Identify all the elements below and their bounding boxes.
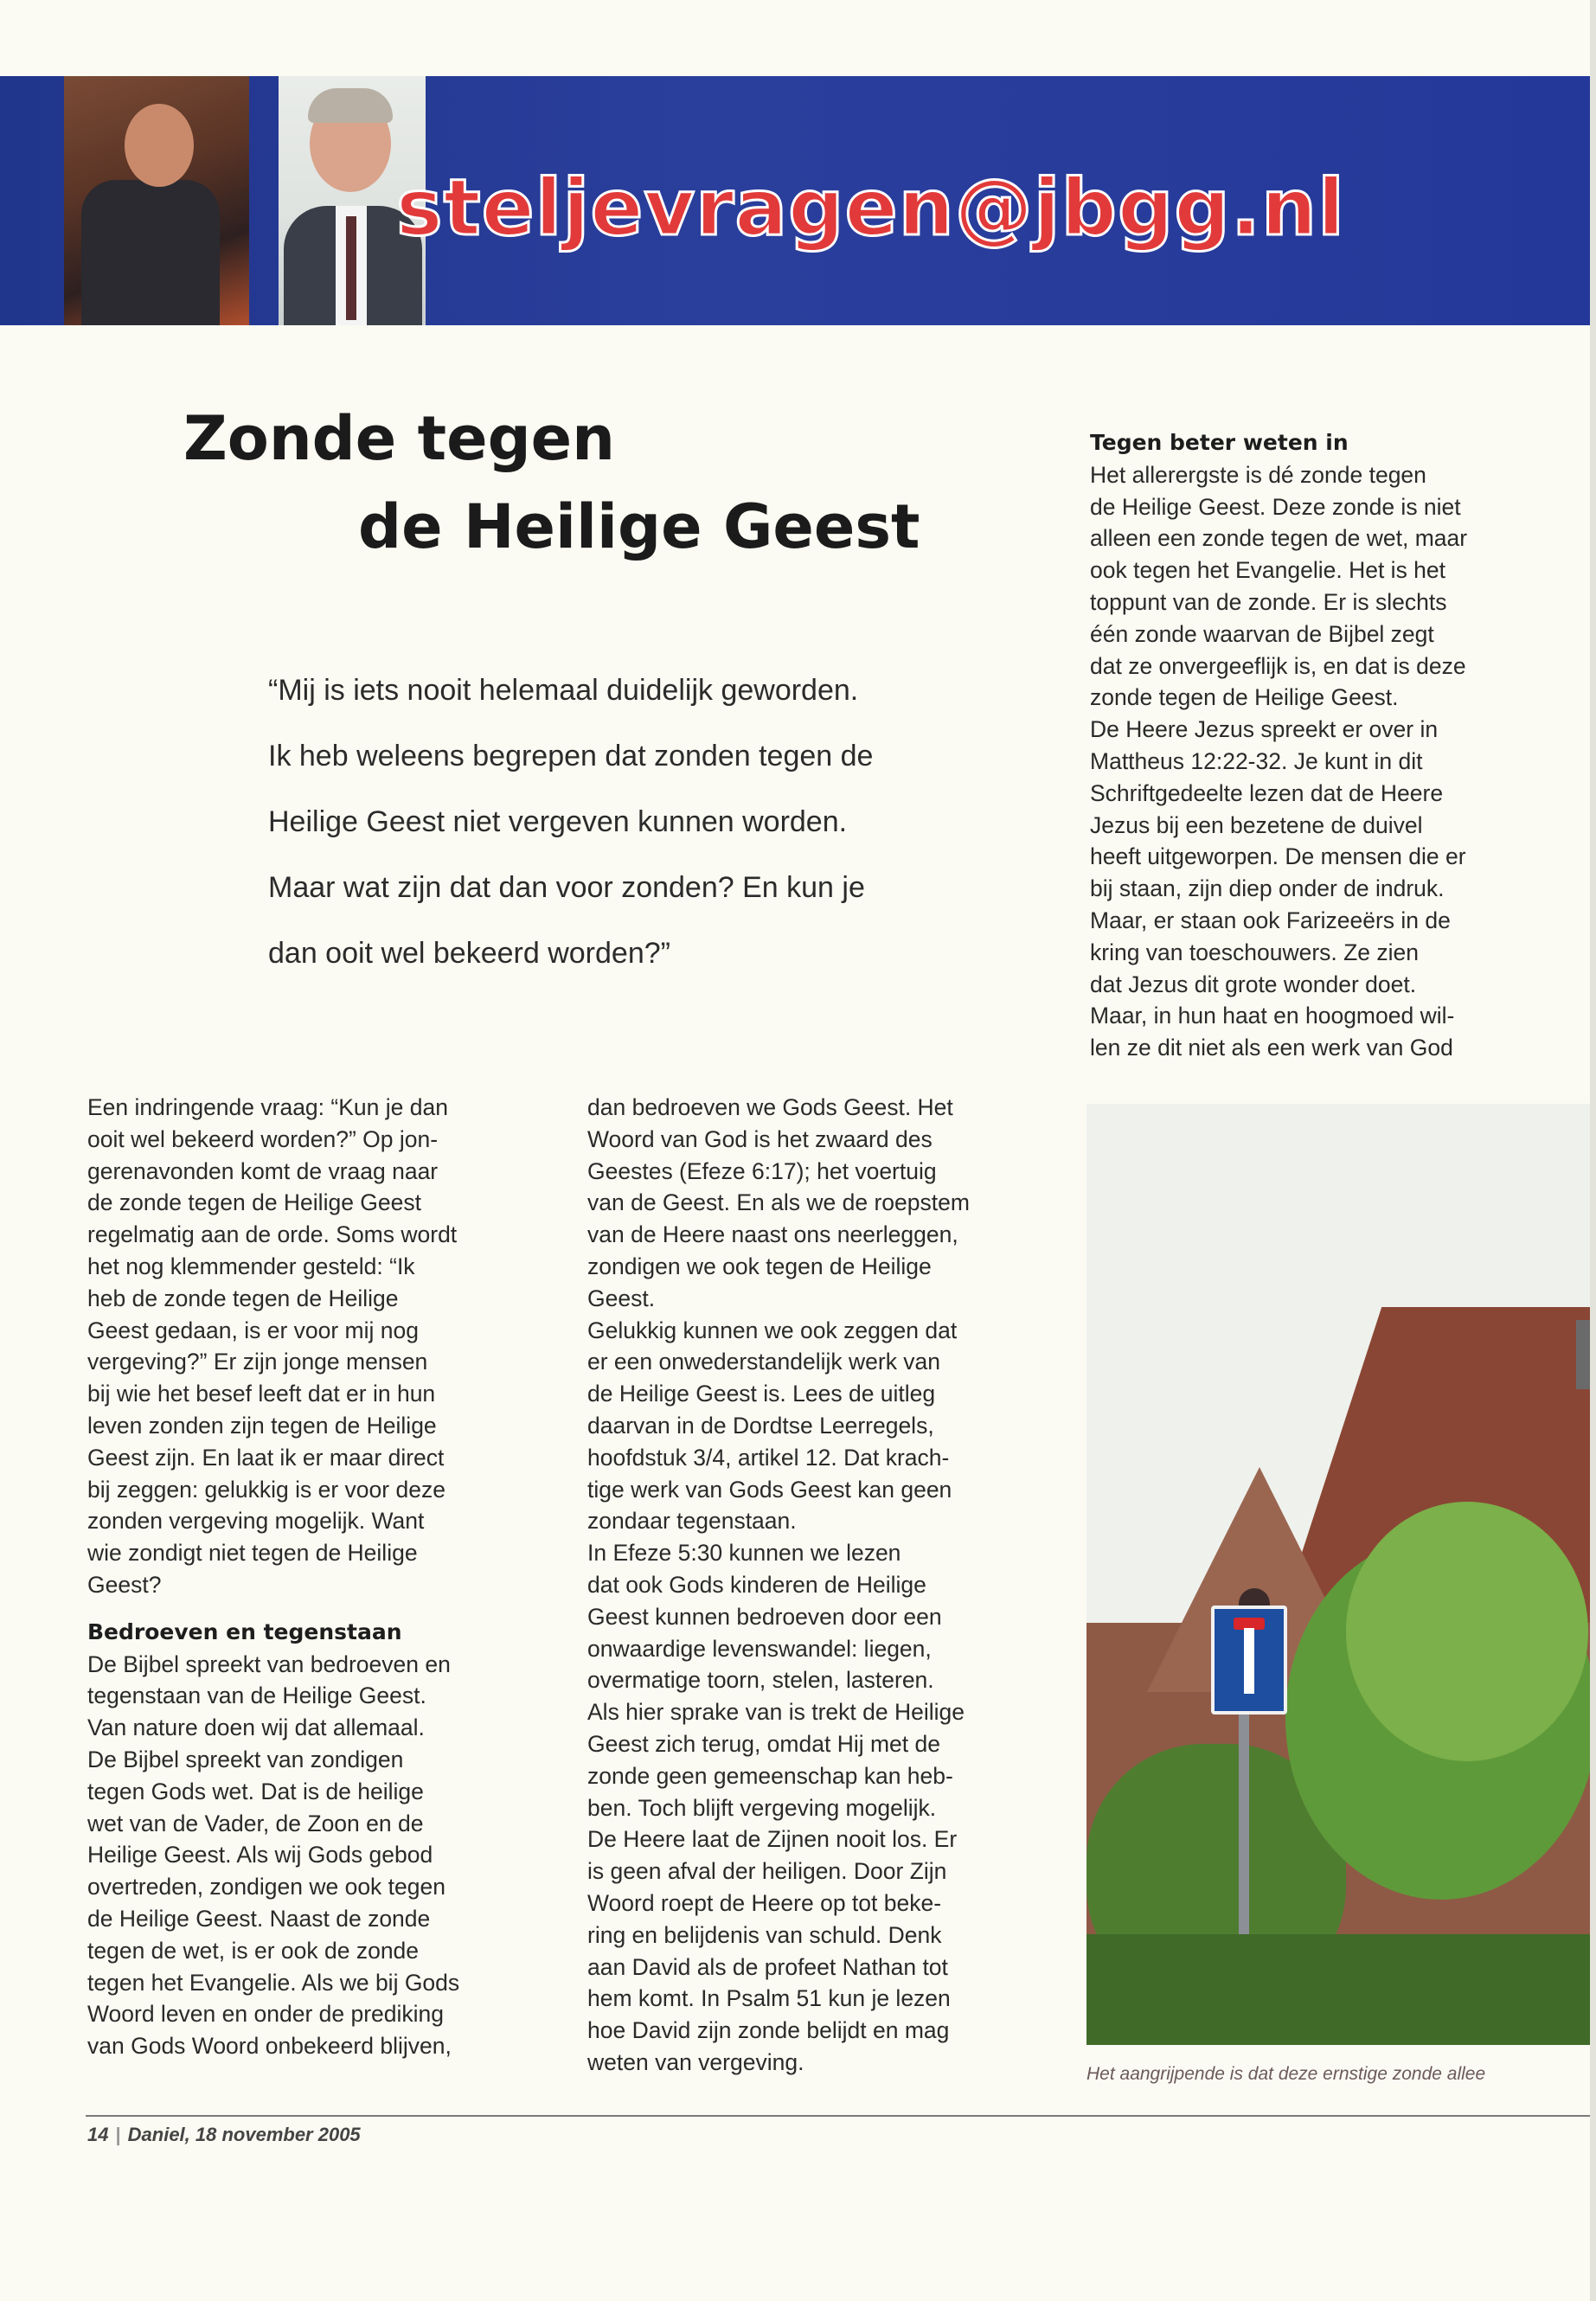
text-line: Jezus bij een bezetene de duivel	[1090, 811, 1423, 838]
text-line: wet van de Vader, de Zoon en de	[87, 1810, 424, 1836]
text-line: zondigen we ook tegen de Heilige	[587, 1253, 932, 1279]
text-line: De Heere laat de Zijnen nooit los. Er	[587, 1826, 958, 1853]
text-line: In Efeze 5:30 kunnen we lezen	[587, 1540, 901, 1567]
paragraph-gap	[87, 1601, 537, 1617]
text-line: van Gods Woord onbekeerd blijven,	[87, 2033, 452, 2060]
portrait-hair	[308, 88, 393, 123]
text-line: zondaar tegenstaan.	[587, 1508, 797, 1535]
speaker-body	[81, 180, 220, 325]
text-line: Een indringende vraag: “Kun je dan	[87, 1094, 448, 1120]
text-line: zonde geen gemeenschap kan heb-	[587, 1762, 953, 1789]
text-line: dat ook Gods kinderen de Heilige	[587, 1571, 926, 1598]
subheading-tegen-beter-weten: Tegen beter weten in	[1090, 430, 1349, 455]
article-column-3	[1090, 427, 1557, 1064]
intro-line: Ik heb weleens begrepen dat zonden tegen de	[268, 740, 874, 772]
text-line: overmatige toorn, stelen, lasteren.	[587, 1667, 934, 1694]
text-line: hem komt. In Psalm 51 kun je lezen	[587, 1985, 951, 2012]
text-line: overtreden, zondigen we ook tegen	[87, 1874, 445, 1900]
text-line: daarvan in de Dordtse Leerregels,	[587, 1412, 934, 1439]
photo-caption: Het aangrijpende is dat deze ernstige zonde allee	[1086, 2064, 1486, 2084]
text-line: Van nature doen wij dat allemaal.	[87, 1715, 425, 1741]
intro-question	[268, 657, 995, 986]
text-line: bij wie het besef leeft dat er in hun	[87, 1381, 436, 1407]
text-line: Woord roept de Heere op tot beke-	[587, 1889, 942, 1916]
tree-highlight	[1346, 1502, 1588, 1761]
text-line: dan bedroeven we Gods Geest. Het	[587, 1094, 953, 1120]
text-line: leven zonden zijn tegen de Heilige	[87, 1412, 437, 1439]
text-line: Heilige Geest. Als wij Gods gebod	[87, 1842, 433, 1868]
text-line: kring van toeschouwers. Ze zien	[1090, 939, 1420, 965]
text-line: het nog klemmender gesteld: “Ik	[87, 1253, 415, 1279]
text-line: vergeving?” Er zijn jonge mensen	[87, 1349, 428, 1375]
text-line: Woord van God is het zwaard des	[587, 1125, 933, 1152]
text-line: van de Heere naast ons neerleggen,	[587, 1221, 958, 1248]
text-line: ooit wel bekeerd worden?” Op jon-	[87, 1125, 439, 1152]
text-line: bij zeggen: gelukkig is er voor deze	[87, 1476, 445, 1503]
text-line: er een onwederstandelijk werk van	[587, 1349, 941, 1375]
article-title-line2: de Heilige Geest	[358, 491, 920, 562]
text-line: Geestes (Efeze 6:17); het voertuig	[587, 1157, 937, 1184]
text-line: weten van vergeving.	[587, 2048, 804, 2075]
intro-line: Maar wat zijn dat dan voor zonden? En kun je	[268, 871, 865, 904]
text-line: Schriftgedeelte lezen dat de Heere	[1090, 779, 1444, 806]
text-line: ben. Toch blijft vergeving mogelijk.	[587, 1794, 937, 1821]
text-line: onwaardige levenswandel: liegen,	[587, 1635, 932, 1662]
text-line: regelmatig aan de orde. Soms wordt	[87, 1221, 458, 1248]
article-column-1	[87, 1092, 537, 2062]
header-email: steljevragen@jbgg.nl	[396, 163, 1345, 253]
text-line: Geest zich terug, omdat Hij met de	[587, 1730, 940, 1757]
subheading-bedroeven: Bedroeven en tegenstaan	[87, 1618, 402, 1644]
text-line: Woord leven en onder de prediking	[87, 2001, 445, 2028]
article-column-2	[587, 1092, 1054, 2079]
text-line: van de Geest. En als we de roepstem	[587, 1189, 970, 1216]
text-line: heeft uitgeworpen. De mensen die er	[1090, 843, 1466, 870]
text-line: ook tegen het Evangelie. Het is het	[1090, 557, 1446, 584]
intro-line: “Mij is iets nooit helemaal duidelijk geworden.	[268, 674, 859, 707]
text-line: Als hier sprake van is trekt de Heilige	[587, 1699, 965, 1726]
text-line: Gelukkig kunnen we ook zeggen dat	[587, 1317, 958, 1343]
publication-info: Daniel, 18 november 2005	[127, 2124, 361, 2145]
text-line: De Bijbel spreekt van bedroeven en	[87, 1650, 451, 1677]
text-line: heb de zonde tegen de Heilige	[87, 1285, 399, 1311]
speaker-head	[125, 104, 194, 187]
text-line: Geest zijn. En laat ik er maar direct	[87, 1444, 445, 1471]
portrait-tie	[346, 216, 356, 320]
sign-white-bar	[1244, 1628, 1254, 1694]
header-photo-speaker	[64, 76, 249, 325]
text-line: hoofdstuk 3/4, artikel 12. Dat krach-	[587, 1444, 950, 1471]
text-line: Maar, er staan ook Farizeeërs in de	[1090, 907, 1451, 933]
text-line: tegen het Evangelie. Als we bij Gods	[87, 1969, 460, 1996]
text-line: Geest gedaan, is er voor mij nog	[87, 1317, 419, 1343]
text-line: Maar, in hun haat en hoogmoed wil-	[1090, 1003, 1455, 1029]
intro-line: Heilige Geest niet vergeven kunnen worden.	[268, 805, 848, 838]
text-line: Geest?	[87, 1571, 162, 1598]
text-line: len ze dit niet als een werk van God	[1090, 1035, 1453, 1061]
text-line: toppunt van de zonde. Er is slechts	[1090, 588, 1447, 615]
footer-rule	[86, 2115, 1596, 2117]
page-number: 14	[87, 2124, 109, 2145]
hedge	[1086, 1934, 1596, 2045]
text-line: wie zondigt niet tegen de Heilige	[87, 1540, 418, 1567]
text-line: de Heilige Geest. Naast de zonde	[87, 1905, 431, 1932]
text-line: is geen afval der heiligen. Door Zijn	[587, 1858, 947, 1885]
intro-line: dan ooit wel bekeerd worden?”	[268, 937, 670, 970]
text-line: hoe David zijn zonde belijdt en mag	[587, 2017, 950, 2044]
text-line: dat Jezus dit grote wonder doet.	[1090, 971, 1417, 997]
text-line: aan David als de profeet Nathan tot	[587, 1953, 948, 1980]
text-line: bij staan, zijn diep onder de indruk.	[1090, 875, 1445, 902]
text-line: tegenstaan van de Heilige Geest.	[87, 1682, 426, 1709]
text-line: de Heilige Geest is. Lees de uitleg	[587, 1381, 936, 1407]
text-line: Geest.	[587, 1285, 656, 1311]
text-line: ring en belijdenis van schuld. Denk	[587, 1921, 942, 1948]
article-title-line1: Zonde tegen	[183, 403, 615, 474]
text-line: dat ze onvergeeflijk is, en dat is deze	[1090, 652, 1466, 679]
text-line: de Heilige Geest. Deze zonde is niet	[1090, 493, 1461, 520]
footer-separator: |	[115, 2124, 121, 2145]
page-edge	[1590, 0, 1596, 2301]
text-line: één zonde waarvan de Bijbel zegt	[1090, 620, 1434, 647]
text-line: tige werk van Gods Geest kan geen	[587, 1476, 952, 1503]
text-line: De Bijbel spreekt van zondigen	[87, 1746, 404, 1772]
text-line: alleen een zonde tegen de wet, maar	[1090, 525, 1468, 552]
text-line: Het allerergste is dé zonde tegen	[1090, 461, 1426, 488]
text-line: tegen Gods wet. Dat is de heilige	[87, 1778, 424, 1804]
text-line: De Heere Jezus spreekt er over in	[1090, 716, 1439, 743]
text-line: de zonde tegen de Heilige Geest	[87, 1189, 421, 1216]
text-line: zonden vergeving mogelijk. Want	[87, 1508, 425, 1535]
text-line: zonde tegen de Heilige Geest.	[1090, 684, 1399, 711]
church-photo	[1086, 1104, 1596, 2045]
text-line: Mattheus 12:22-32. Je kunt in dit	[1090, 747, 1423, 774]
page-footer	[87, 2124, 361, 2146]
text-line: gerenavonden komt de vraag naar	[87, 1157, 439, 1184]
text-line: Geest kunnen bedroeven door een	[587, 1603, 942, 1630]
dead-end-sign-icon	[1211, 1606, 1287, 1715]
text-line: tegen de wet, is er ook de zonde	[87, 1937, 420, 1964]
